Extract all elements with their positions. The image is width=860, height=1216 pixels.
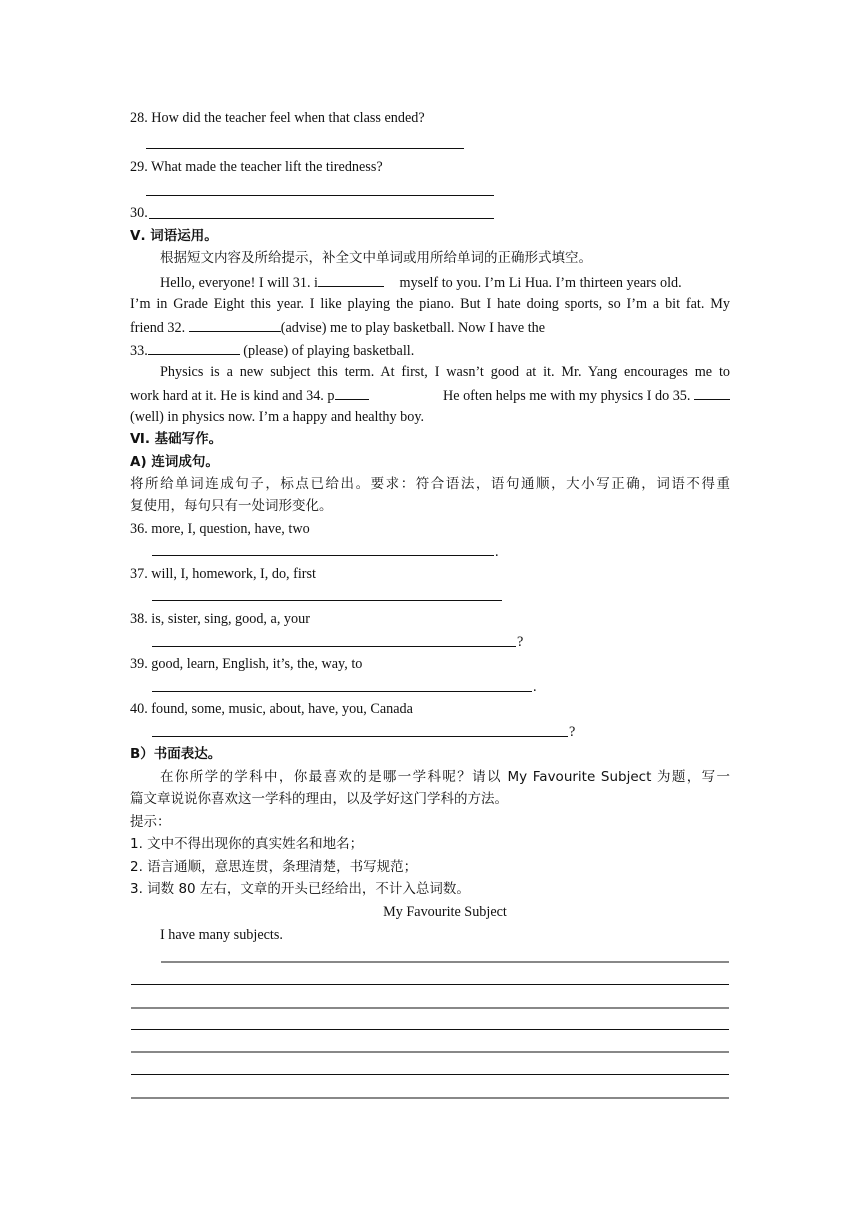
writing-line-7[interactable] — [131, 1097, 729, 1099]
writing-line-6[interactable] — [131, 1074, 729, 1075]
essay-opening: I have many subjects. — [160, 927, 283, 943]
blank-32[interactable] — [189, 316, 281, 332]
tip-3: 3. 词数 80 左右，文章的开头已经给出，不计入总词数。 — [130, 881, 470, 897]
answer-line-38[interactable] — [152, 646, 516, 647]
punct-39: . — [533, 679, 537, 695]
passage-line-3-end: (advise) me to play basketball. Now I have the — [280, 320, 546, 336]
punct-36: . — [495, 544, 499, 560]
blank-34[interactable] — [335, 384, 369, 400]
writing-line-3[interactable] — [131, 1007, 729, 1009]
passage-line-4 — [130, 339, 730, 361]
answer-line-40[interactable] — [152, 736, 568, 737]
passage-line-6-end — [443, 384, 730, 406]
passage-line-3-start: friend 32. — [130, 320, 186, 336]
part-b-instruction-1: 在你所学的学科中，你最喜欢的是哪一学科呢？请以 My Favourite Subject 为题，写一 — [160, 769, 730, 785]
passage-line-5: Physics is a new subject this term. At first, I wasn’t good at it. Mr. Yang encourages me to — [160, 364, 730, 380]
answer-line-30[interactable] — [149, 218, 494, 219]
passage-line-1-start: Hello, everyone! I will 31. i — [160, 275, 318, 291]
writing-line-2[interactable] — [131, 984, 729, 985]
essay-title: My Favourite Subject — [383, 904, 507, 920]
answer-line-37[interactable] — [152, 600, 502, 601]
tip-1: 1. 文中不得出现你的真实姓名和地名； — [130, 836, 364, 852]
section-5-instruction: 根据短文内容及所给提示，补全文中单词或用所给单词的正确形式填空。 — [160, 250, 592, 266]
item-36: 36. more, I, question, have, two — [130, 521, 310, 537]
section-5-heading: Ⅴ. 词语运用。 — [130, 228, 218, 244]
item-40: 40. found, some, music, about, have, you, Canada — [130, 701, 413, 717]
punct-40: ? — [569, 724, 576, 740]
answer-line-28[interactable] — [146, 148, 464, 149]
part-b-instruction-2: 篇文章说说你喜欢这一学科的理由，以及学好这门学科的方法。 — [130, 791, 508, 807]
passage-line-6-text-a: work hard at it. He is kind and 34. p — [130, 388, 335, 404]
section-6-heading: Ⅵ. 基础写作。 — [130, 431, 223, 447]
item-38: 38. is, sister, sing, good, a, your — [130, 611, 310, 627]
answer-line-29[interactable] — [146, 195, 494, 196]
writing-line-1[interactable] — [161, 961, 729, 963]
passage-line-2: I’m in Grade Eight this year. I like playing the piano. But I hate doing sports, so I’m a bit fat. My — [130, 296, 730, 312]
question-28: 28. How did the teacher feel when that class ended? — [130, 110, 425, 126]
passage-line-6 — [130, 384, 730, 406]
part-a-instruction-1: 将所给单词连成句子，标点已给出。要求：符合语法，语句通顺，大小写正确，词语不得重 — [130, 476, 730, 492]
passage-line-6-text-b: He often helps me with my physics I do 35. — [442, 388, 691, 404]
passage-line-4-end: (please) of playing basketball. — [243, 343, 415, 359]
passage-line-4-start: 33. — [130, 343, 148, 359]
part-a-heading: A) 连词成句。 — [130, 454, 219, 470]
passage-line-1 — [160, 271, 730, 293]
part-a-instruction-2: 复使用，每句只有一处词形变化。 — [130, 498, 333, 514]
passage-line-7: (well) in physics now. I’m a happy and healthy boy. — [130, 409, 425, 425]
tips-label: 提示： — [130, 814, 171, 830]
item-39: 39. good, learn, English, it’s, the, way, to — [130, 656, 363, 672]
item-37: 37. will, I, homework, I, do, first — [130, 566, 316, 582]
blank-35[interactable] — [694, 384, 730, 400]
answer-line-39[interactable] — [152, 691, 532, 692]
writing-line-4[interactable] — [131, 1029, 729, 1030]
answer-line-36[interactable] — [152, 555, 494, 556]
passage-line-1-end: myself to you. I’m Li Hua. I’m thirteen years old. — [399, 275, 682, 291]
writing-line-5[interactable] — [131, 1051, 729, 1053]
question-29: 29. What made the teacher lift the tiredness? — [130, 159, 383, 175]
passage-line-3 — [130, 316, 730, 338]
question-30 — [130, 203, 730, 223]
passage-line-6-start — [130, 384, 369, 406]
blank-31[interactable] — [318, 271, 384, 287]
blank-33[interactable] — [148, 339, 240, 355]
tip-2: 2. 语言通顺，意思连贯，条理清楚，书写规范； — [130, 859, 418, 875]
punct-38: ? — [517, 634, 524, 650]
part-b-heading: B）书面表达。 — [130, 746, 222, 762]
question-30-number: 30. — [130, 205, 148, 221]
